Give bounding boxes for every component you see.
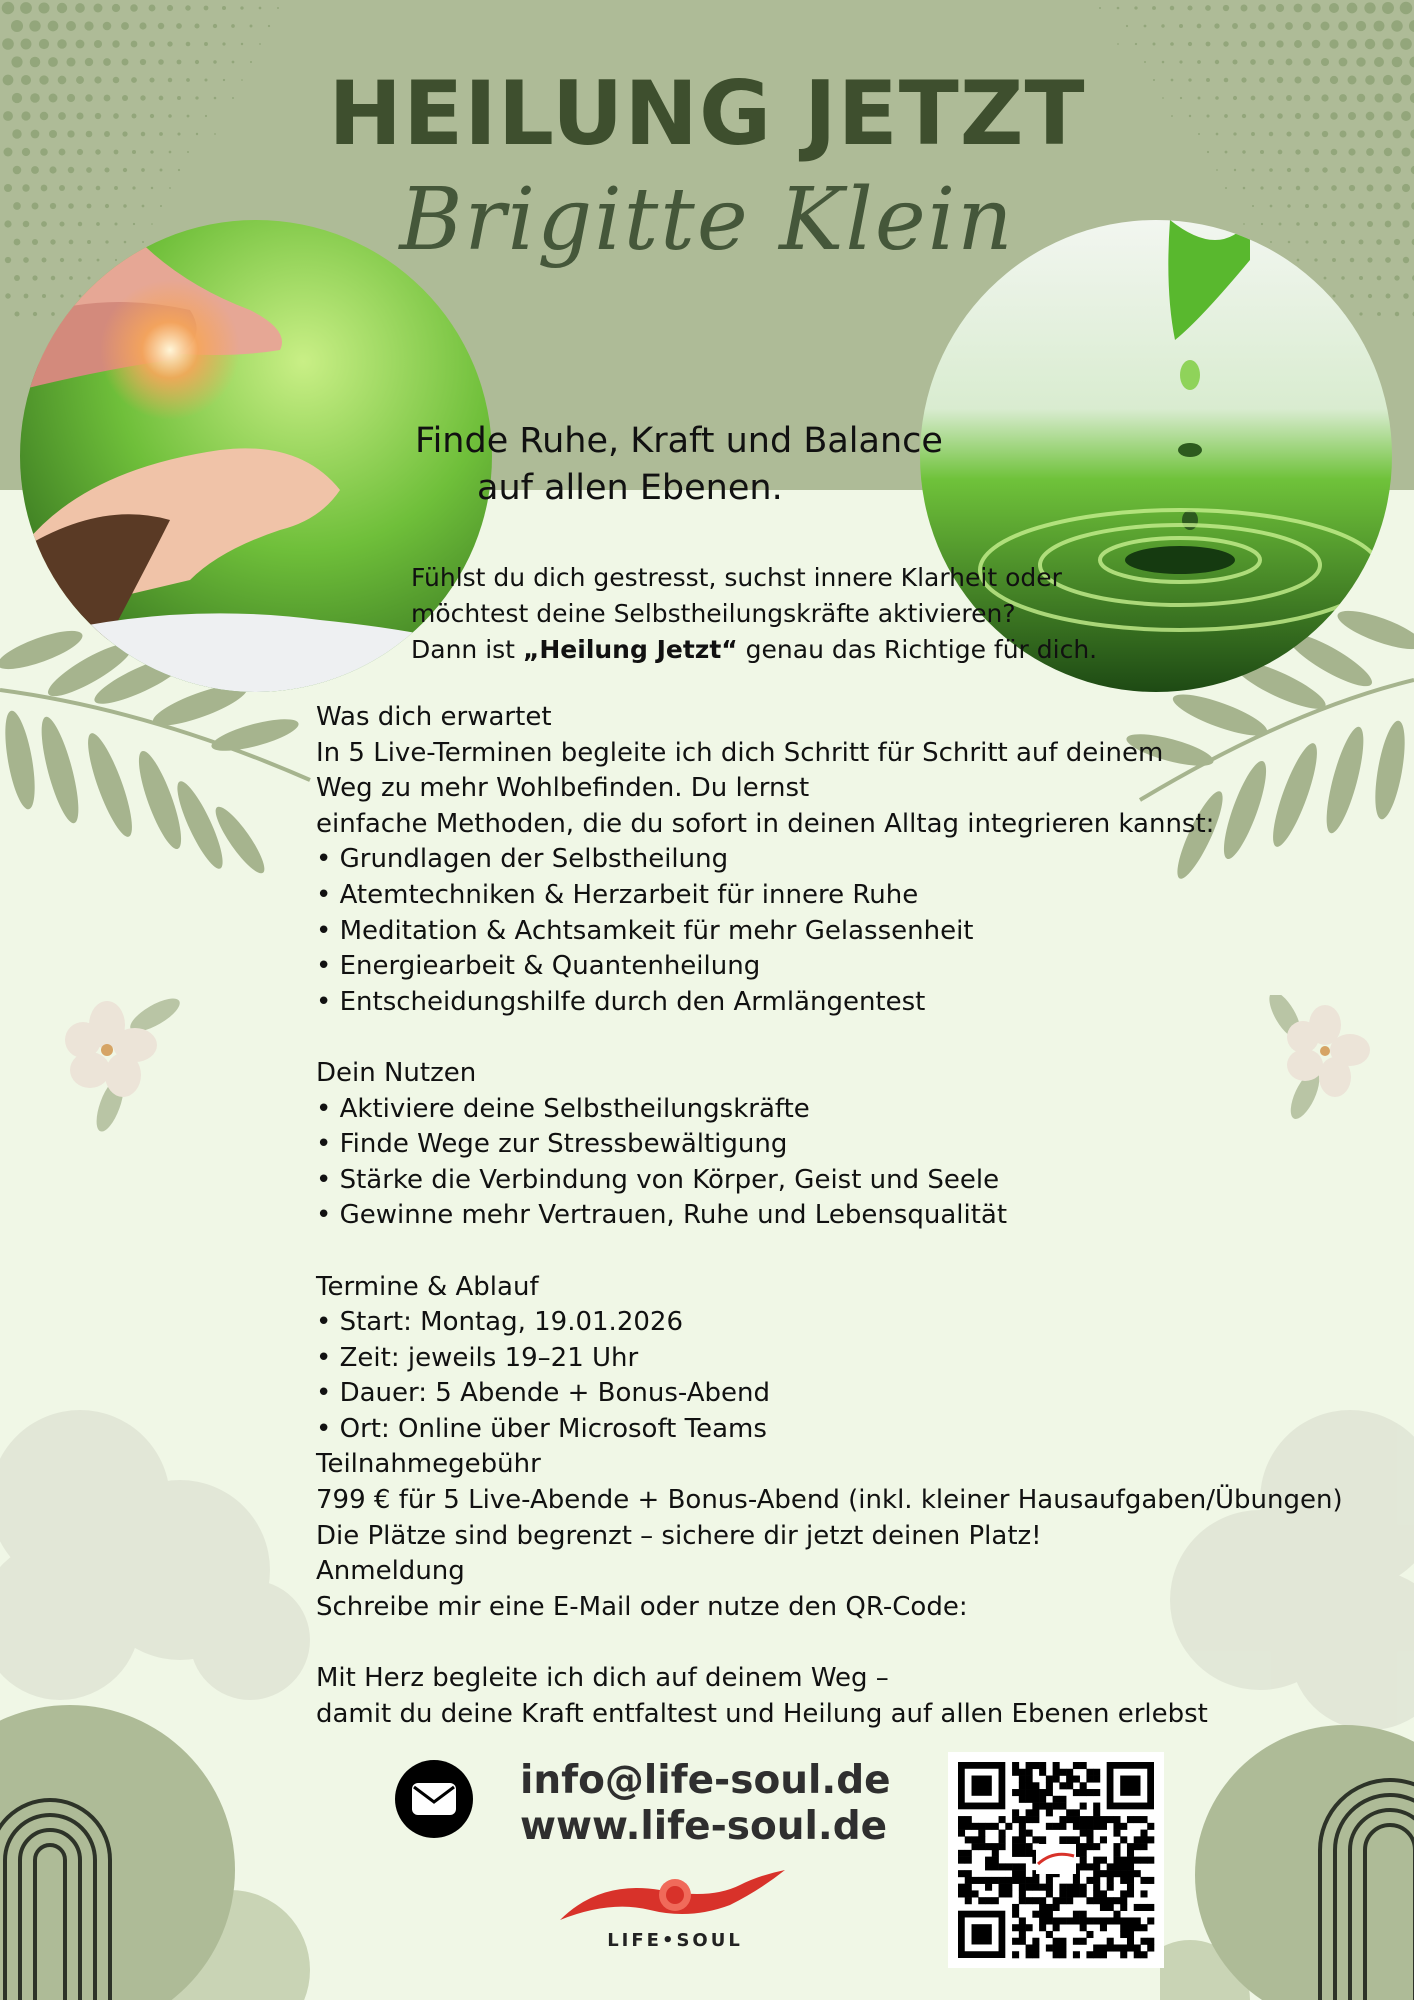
- section-heading: Anmeldung: [316, 1556, 465, 1587]
- closing-line: Mit Herz begleite ich dich auf deinem Weg –: [316, 1663, 889, 1694]
- intro-text: Dann ist: [411, 635, 523, 664]
- intro-line: [411, 632, 1097, 668]
- list-item: • Aktiviere deine Selbstheilungskräfte: [316, 1093, 810, 1124]
- envelope-icon[interactable]: [395, 1760, 473, 1838]
- fee-text: 799 € für 5 Live-Abende + Bonus-Abend (inkl. kleiner Hausaufgaben/Übungen): [316, 1485, 1343, 1516]
- life-soul-logo: [560, 1850, 790, 1960]
- page-title: HEILUNG JETZT: [328, 62, 1086, 165]
- tagline: [415, 418, 943, 512]
- list-item: • Atemtechniken & Herzarbeit für innere Ruhe: [316, 879, 919, 910]
- paragraph-line: Weg zu mehr Wohlbefinden. Du lernst: [316, 773, 810, 804]
- section-heading: Dein Nutzen: [316, 1057, 477, 1088]
- section-heading: Termine & Ablauf: [316, 1271, 539, 1302]
- contact-block: [520, 1758, 891, 1850]
- intro-line: Fühlst du dich gestresst, suchst innere Klarheit oder: [411, 563, 1062, 592]
- paragraph-line: Die Plätze sind begrenzt – sichere dir jetzt deinen Platz!: [316, 1520, 1042, 1551]
- list-item: • Entscheidungshilfe durch den Armlängentest: [316, 986, 926, 1017]
- closing-line: damit du deine Kraft entfaltest und Heilung auf allen Ebenen erlebst: [316, 1698, 1208, 1729]
- paragraph-line: einfache Methoden, die du sofort in deinen Alltag integrieren kannst:: [316, 808, 1215, 839]
- corner-circle-right: [1160, 1700, 1414, 2000]
- list-item: • Ort: Online über Microsoft Teams: [316, 1413, 767, 1444]
- paragraph-line: In 5 Live-Terminen begleite ich dich Schritt für Schritt auf deinem: [316, 737, 1164, 768]
- tagline-line: Finde Ruhe, Kraft und Balance: [415, 421, 943, 461]
- paragraph-line: Schreibe mir eine E-Mail oder nutze den QR-Code:: [316, 1591, 968, 1622]
- corner-circle-left: [0, 1700, 320, 2000]
- list-item: • Gewinne mehr Vertrauen, Ruhe und Lebensqualität: [316, 1200, 1008, 1231]
- intro-highlight: „Heilung Jetzt“: [522, 635, 738, 664]
- flower-left: [55, 995, 185, 1135]
- logo-text: LIFE•SOUL: [607, 1930, 743, 1951]
- page-subtitle: Brigitte Klein: [399, 170, 1015, 270]
- list-item: • Finde Wege zur Stressbewältigung: [316, 1129, 788, 1160]
- list-item: • Dauer: 5 Abende + Bonus-Abend: [316, 1378, 770, 1409]
- course-details: [316, 700, 1343, 1732]
- list-item: • Meditation & Achtsamkeit für mehr Gelassenheit: [316, 915, 974, 946]
- list-item: • Start: Montag, 19.01.2026: [316, 1307, 683, 1338]
- email-link[interactable]: info@life-soul.de: [520, 1758, 891, 1803]
- intro-text: genau das Richtige für dich.: [737, 635, 1098, 664]
- qr-code[interactable]: [948, 1752, 1164, 1968]
- section-heading: Was dich erwartet: [316, 702, 552, 732]
- list-item: • Stärke die Verbindung von Körper, Geist und Seele: [316, 1164, 1000, 1195]
- watercolor-left: [0, 1380, 320, 1720]
- website-link[interactable]: www.life-soul.de: [520, 1804, 888, 1849]
- list-item: • Energiearbeit & Quantenheilung: [316, 951, 761, 982]
- list-item: • Grundlagen der Selbstheilung: [316, 844, 729, 875]
- section-heading: Teilnahmegebühr: [316, 1449, 541, 1480]
- tagline-line: auf allen Ebenen.: [477, 468, 783, 508]
- intro-line: möchtest deine Selbstheilungskräfte aktivieren?: [411, 599, 1016, 628]
- list-item: • Zeit: jeweils 19–21 Uhr: [316, 1342, 639, 1373]
- intro-paragraph: [411, 560, 1097, 668]
